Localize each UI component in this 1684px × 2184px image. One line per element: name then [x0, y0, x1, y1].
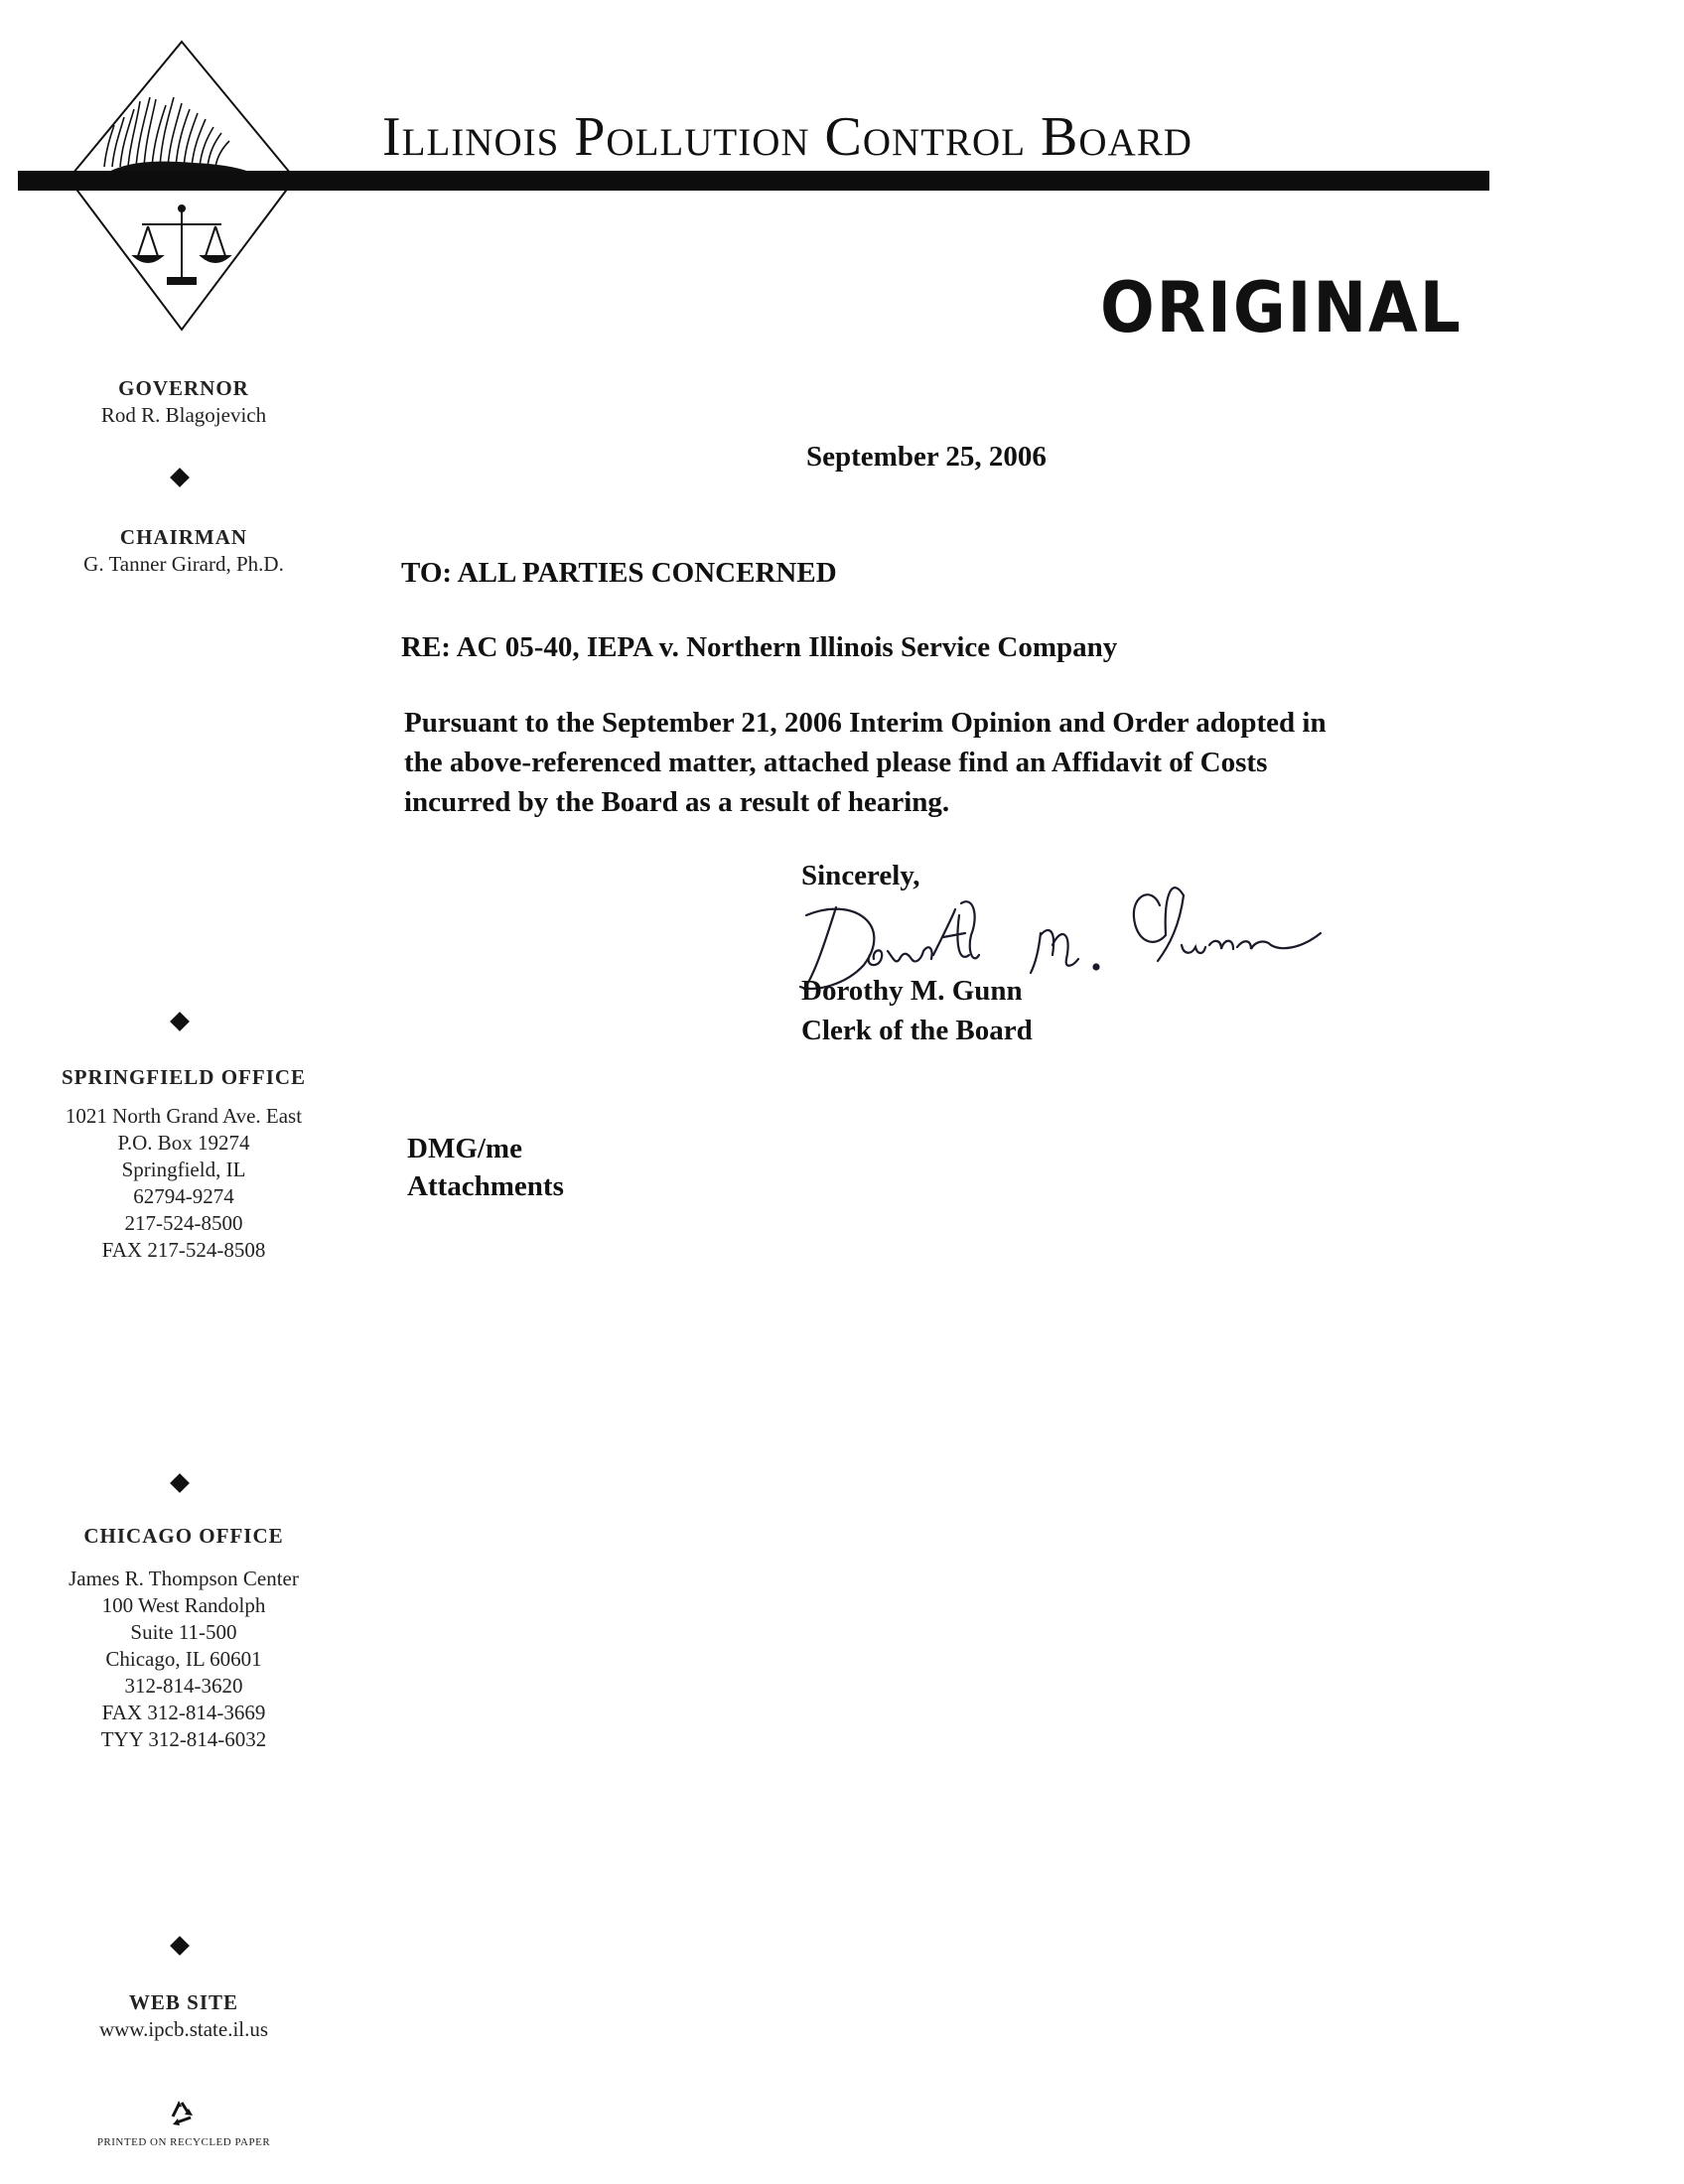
chicago-phone: 312-814-3620 [124, 1674, 243, 1698]
recycled-paper-note: PRINTED ON RECYCLED PAPER [96, 2136, 271, 2148]
springfield-address-line: 1021 North Grand Ave. East [65, 1104, 303, 1128]
organization-title: Illinois Pollution Control Board [382, 106, 1193, 168]
recycle-icon [167, 2099, 197, 2128]
governor-heading: GOVERNOR [118, 376, 249, 400]
chicago-address-line: 100 West Randolph [101, 1593, 266, 1617]
springfield-office-block [30, 1064, 338, 1264]
letter-paragraph [404, 703, 1476, 822]
paragraph-line: Pursuant to the September 21, 2006 Interim Opinion and Order adopted in [404, 707, 1327, 739]
chicago-address-line: Suite 11-500 [130, 1620, 237, 1644]
springfield-heading: SPRINGFIELD OFFICE [61, 1065, 307, 1089]
chicago-tty: TYY 312-814-6032 [100, 1727, 267, 1751]
letter-recipient: TO: ALL PARTIES CONCERNED [401, 557, 837, 589]
attachments-note: Attachments [407, 1170, 564, 1202]
letter-date: September 25, 2006 [806, 441, 1047, 473]
chicago-address-line: James R. Thompson Center [69, 1567, 299, 1590]
chicago-fax: FAX 312-814-3669 [101, 1701, 266, 1724]
springfield-address-line: 62794-9274 [133, 1184, 234, 1208]
chicago-office-block [30, 1523, 338, 1753]
typist-initials: DMG/me [407, 1133, 522, 1164]
website-block [30, 1989, 338, 2043]
original-stamp: ORIGINAL [1100, 267, 1463, 348]
diamond-icon [170, 1473, 190, 1493]
governor-block [30, 375, 338, 429]
diamond-icon [170, 468, 190, 487]
springfield-address-line: P.O. Box 19274 [117, 1131, 250, 1155]
chairman-block [30, 524, 338, 578]
header-rule [18, 171, 1489, 191]
chicago-heading: CHICAGO OFFICE [83, 1524, 284, 1548]
website-heading: WEB SITE [128, 1990, 239, 2014]
governor-name: Rod R. Blagojevich [100, 403, 267, 427]
springfield-fax: FAX 217-524-8508 [101, 1238, 266, 1262]
letter-subject: RE: AC 05-40, IEPA v. Northern Illinois Service Company [401, 631, 1118, 663]
paragraph-line: incurred by the Board as a result of hearing. [404, 786, 950, 818]
chairman-name: G. Tanner Girard, Ph.D. [83, 552, 284, 576]
diamond-icon [170, 1936, 190, 1956]
springfield-phone: 217-524-8500 [124, 1211, 243, 1235]
signer-title: Clerk of the Board [801, 1015, 1033, 1046]
signer-name: Dorothy M. Gunn [801, 975, 1023, 1007]
paragraph-line: the above-referenced matter, attached please find an Affidavit of Costs [404, 747, 1268, 778]
website-url[interactable]: www.ipcb.state.il.us [98, 2017, 269, 2041]
springfield-address-line: Springfield, IL [121, 1158, 246, 1181]
letter-closing: Sincerely, [801, 860, 920, 891]
chicago-address-line: Chicago, IL 60601 [105, 1647, 262, 1671]
diamond-icon [170, 1012, 190, 1031]
chairman-heading: CHAIRMAN [119, 525, 248, 549]
